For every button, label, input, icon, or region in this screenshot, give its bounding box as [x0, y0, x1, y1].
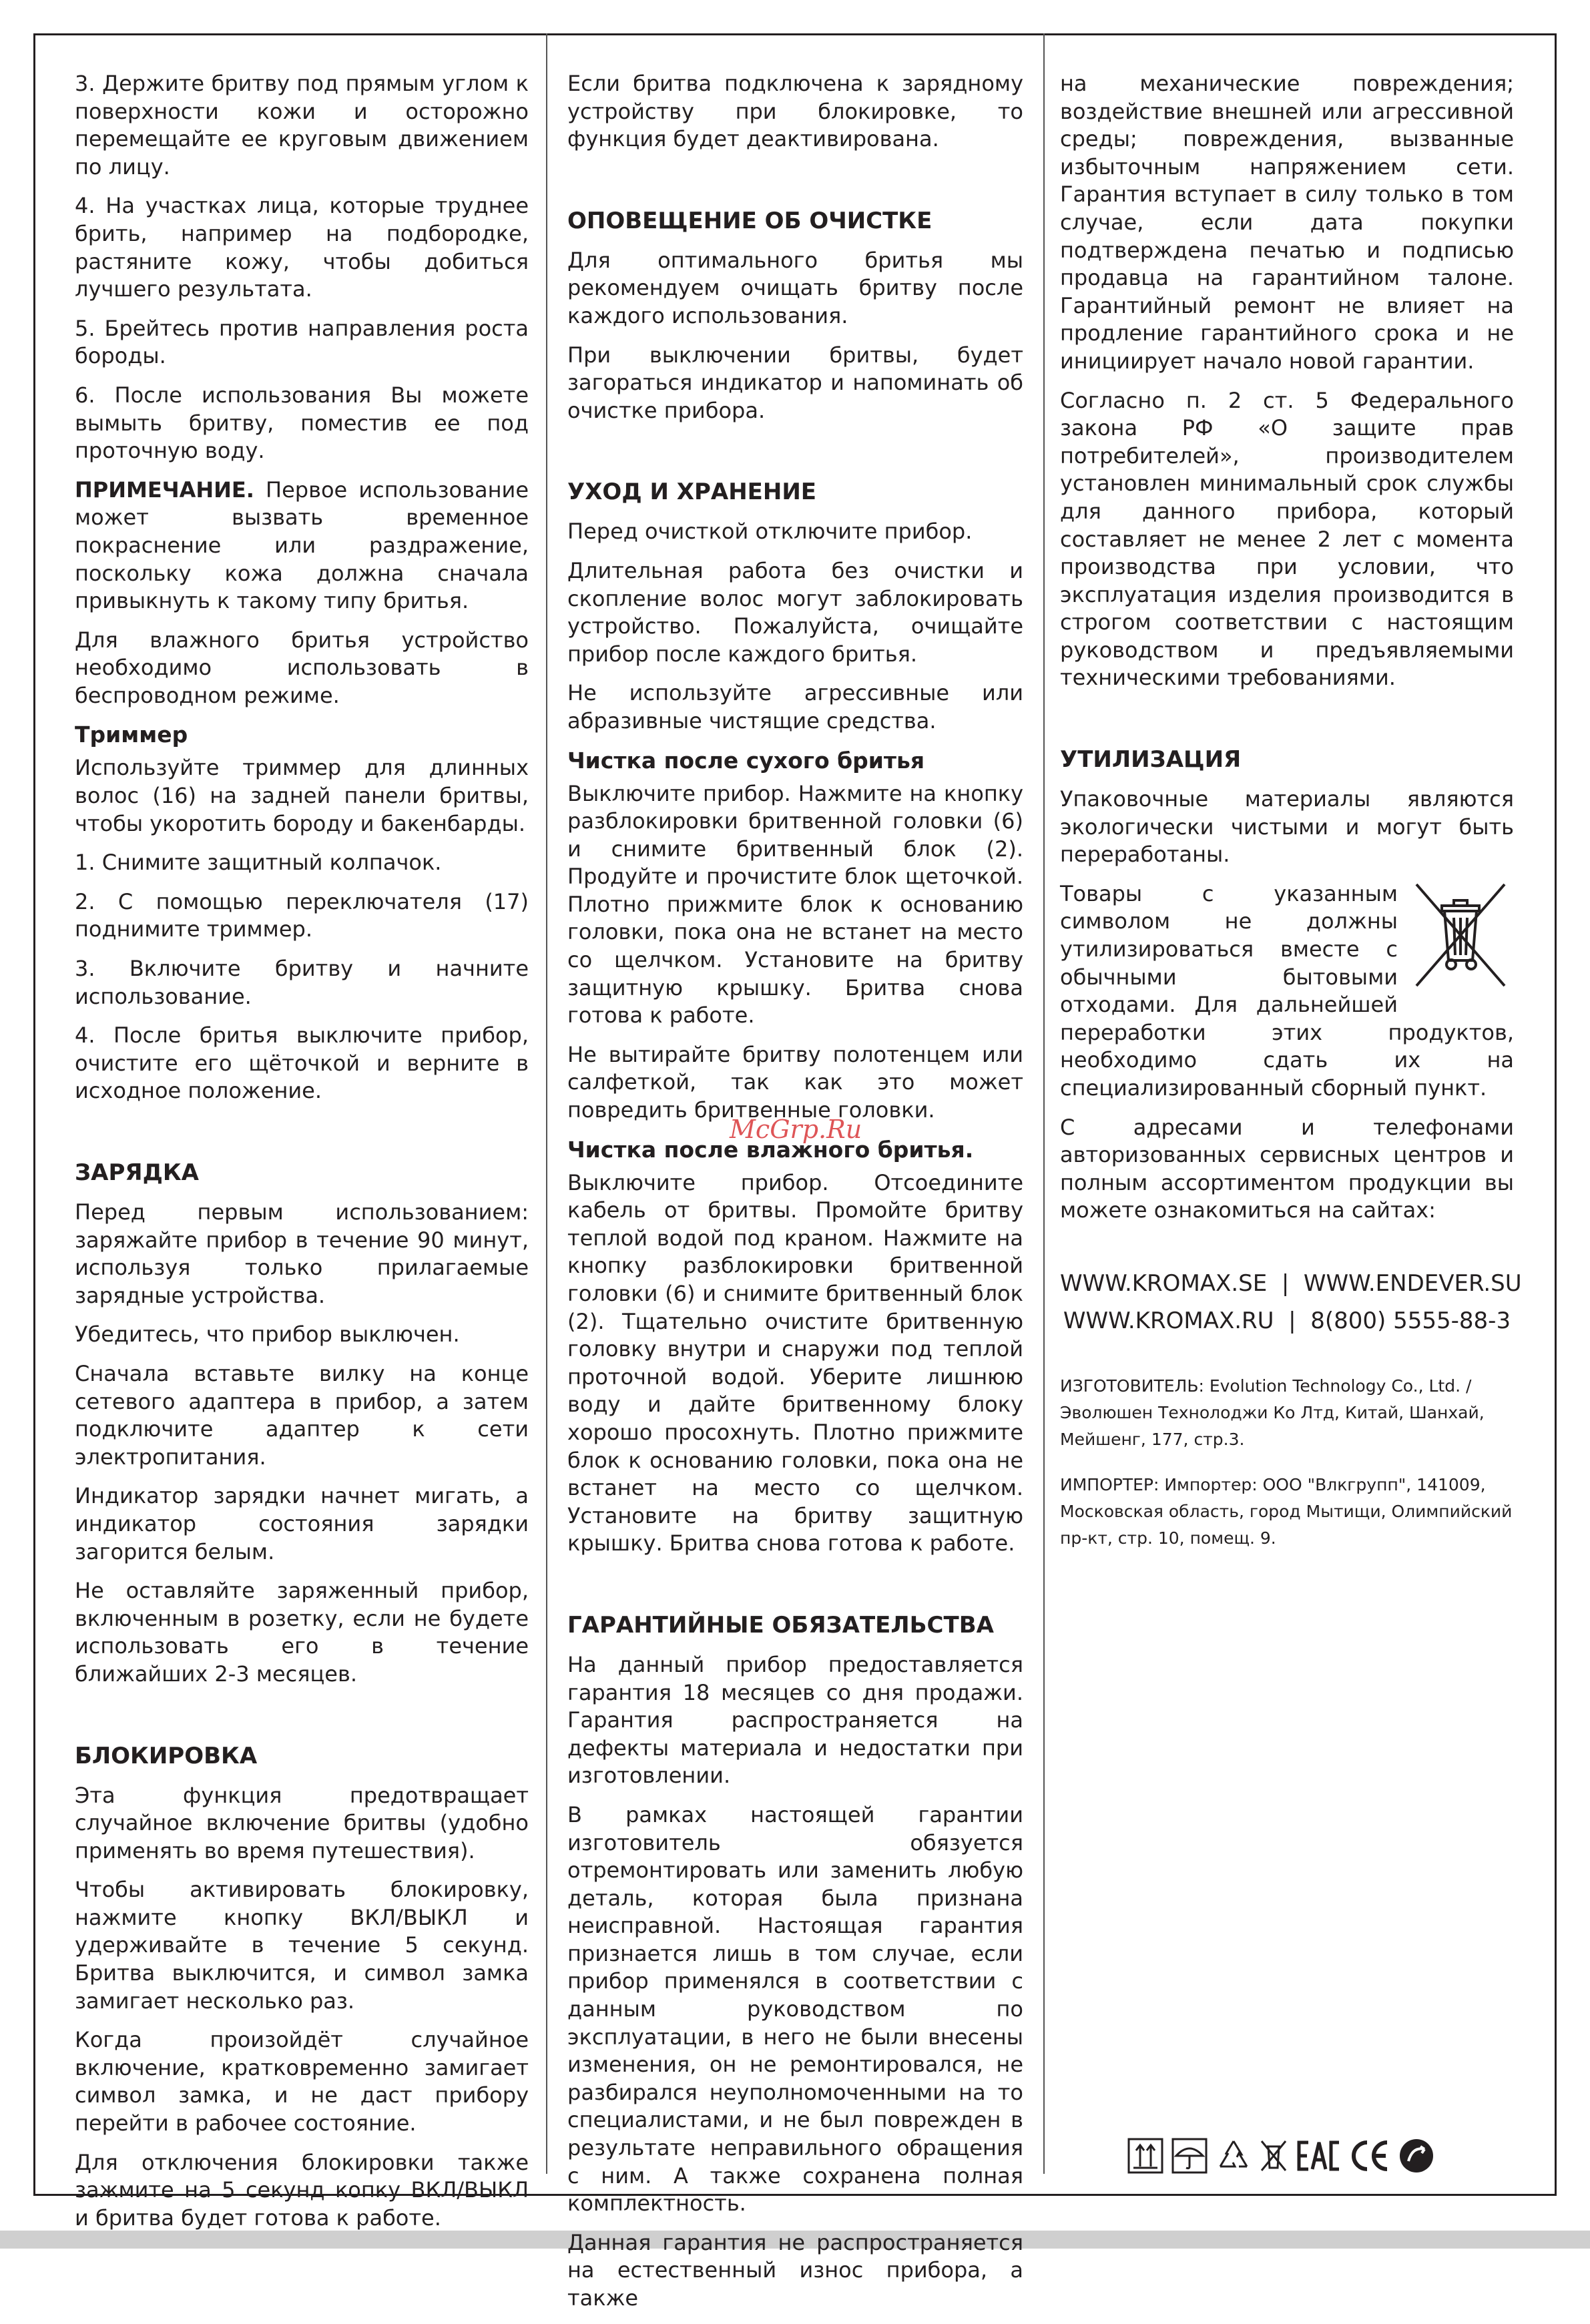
clean-alert-para: При выключении бритвы, будет загораться индикатор и напоминать об очистке прибора. — [567, 342, 1023, 423]
wet-shave-text: Для влажного бритья устройство необходимо использовать в беспроводном режиме. — [75, 627, 529, 708]
watermark: McGrp.Ru — [730, 1115, 862, 1144]
dry-clean-para: Выключите прибор. Нажмите на кнопку разблокировки бритвенной головки (6) и снимите бритвенный блок (2). Продуйте и прочистите блок щеточкой. Плотно прижмите блок к основанию головки, пока она не встанет на место со щелчком. Установите на бритву защитную крышку. Бритва снова готова к работе. — [567, 780, 1023, 1029]
importer: ИМПОРТЕР: Импортер: ООО "Влкгрупп", 141009, Московская область, город Мытищи, Олимпийский пр-кт, стр. 10, помещ. 9. — [1060, 1474, 1513, 1548]
note-text: Первое использование может вызвать временное покраснение или раздражение, поскольку кожа должна сначала привыкнуть к такому типу бритья. — [75, 477, 529, 614]
lock-continuation: Если бритва подключена к зарядному устройству при блокировке, то функция будет деактивирована. — [567, 71, 1023, 152]
keep-dry-icon — [1171, 2137, 1208, 2174]
warranty-continuation: на механические повреждения; воздействие внешней или агрессивной среды; повреждения, вызванные избыточным напряжением сети. Гарантия вступает в силу только в том случае, если дата покупки подтверждена печатью и подписью продавца на гарантийном талоне. Гарантийный ремонт не влияет на продление гарантийного срока и не инициирует начало новой гарантии. — [1060, 71, 1514, 374]
website-line[interactable]: WWW.KROMAX.RU | 8(800) 5555-88-3 — [1063, 1307, 1511, 1334]
step-3: 3. Держите бритву под прямым углом к поверхности кожи и осторожно перемещайте ее круговым движением по лицу. — [75, 71, 529, 180]
warranty-para: Данная гарантия не распространяется на естественный износ прибора, а также — [567, 2229, 1023, 2311]
charging-para: Перед первым использованием: заряжайте прибор в течение 90 минут, используя только прилагаемые зарядные устройства. — [75, 1199, 529, 1308]
column-divider — [1043, 33, 1045, 2174]
website-line[interactable]: WWW.KROMAX.SE | WWW.ENDEVER.SU — [1060, 1269, 1522, 1297]
warranty-para: На данный прибор предоставляется гарантия 18 месяцев со дня продажи. Гарантия распространяется на дефекты материала и недостатки при изготовлении. — [567, 1651, 1023, 1789]
lock-para: Эта функция предотвращает случайное включение бритвы (удобно применять во время путешествия). — [75, 1782, 529, 1863]
disposal-para: Упаковочные материалы являются экологически чистыми и могут быть переработаны. — [1060, 786, 1514, 868]
care-heading: УХОД И ХРАНЕНИЕ — [567, 479, 817, 506]
law-text: Согласно п. 2 ст. 5 Федерального закона РФ «О защите прав потребителей», производителем установлен минимальный срок службы для данного прибора, который составляет не менее 2 лет с момента производства при условии, что эксплуатация изделия производится в строгом соответствии с настоящим руководством и предъявляемыми техническими требованиями. — [1060, 387, 1514, 691]
trimmer-step: 4. После бритья выключите прибор, очистите его щёточкой и верните в исходное положение. — [75, 1023, 529, 1104]
dry-clean-para: Не вытирайте бритву полотенцем или салфеткой, так как это может повредить бритвенные головки. — [567, 1041, 1023, 1123]
green-dot-icon — [1398, 2137, 1435, 2174]
ce-mark — [1348, 2137, 1391, 2174]
this-side-up-icon — [1127, 2137, 1164, 2174]
charging-para: Не оставляйте заряженный прибор, включенным в розетку, если не будете использовать его в течение ближайших 2-3 месяцев. — [75, 1578, 529, 1687]
manufacturer: ИЗГОТОВИТЕЛЬ: Evolution Technology Co., Ltd. / Эволюшен Технолоджи Ко Лтд, Китай, Шанхай, Мейшенг, 177, стр.3. — [1060, 1376, 1485, 1449]
lock-para: Когда произойдёт случайное включение, кратковременно замигает символ замка, и не даст прибору перейти в рабочее состояние. — [75, 2027, 529, 2136]
recycle-icon — [1215, 2137, 1252, 2174]
trimmer-intro: Используйте триммер для длинных волос (16) на задней панели бритвы, чтобы укоротить бороду и бакенбарды. — [75, 755, 529, 836]
trimmer-heading: Триммер — [75, 721, 188, 748]
clean-alert-para: Для оптимального бритья мы рекомендуем очищать бритву после каждого использования. — [567, 247, 1023, 328]
step-4: 4. На участках лица, которые труднее брить, например на подбородке, растяните кожу, чтобы добиться лучшего результата. — [75, 193, 529, 302]
care-para: Не используйте агрессивные или абразивные чистящие средства. — [567, 680, 1023, 734]
wet-clean-heading: Чистка после влажного бритья. — [567, 1136, 974, 1163]
charging-heading: ЗАРЯДКА — [75, 1159, 199, 1186]
trimmer-step: 3. Включите бритву и начните использование. — [75, 956, 529, 1009]
lock-heading: БЛОКИРОВКА — [75, 1742, 258, 1769]
care-para: Перед очисткой отключите прибор. — [567, 519, 973, 545]
note — [75, 477, 529, 615]
column-3 — [1060, 70, 1522, 1570]
trimmer-step: 2. С помощью переключателя (17) поднимите триммер. — [75, 888, 529, 942]
eac-mark — [1295, 2137, 1342, 2174]
column-1 — [75, 70, 529, 2243]
wet-clean-para: Выключите прибор. Отсоедините кабель от бритвы. Промойте бритву теплой водой под краном. Нажмите на кнопку разблокировки бритвенной головки (6) и снимите бритвенный блок (2). Тщательно очистите бритвенную головку внутри и снаружи под теплой проточной водой. Уберите лишнюю воду и дайте бритвенному блоку хорошо просохнуть. Плотно прижмите блок к основанию головки, пока она не встанет на место со щелчком. Установите на бритву защитную крышку. Бритва снова готова к работе. — [567, 1169, 1023, 1556]
disposal-heading: УТИЛИЗАЦИЯ — [1060, 746, 1242, 774]
trimmer-step: 1. Снимите защитный колпачок. — [75, 850, 442, 876]
care-para: Длительная работа без очистки и скопление волос могут заблокировать устройство. Пожалуйста, очищайте прибор после каждого бритья. — [567, 557, 1023, 667]
warranty-para: В рамках настоящей гарантии изготовитель обязуется отремонтировать или заменить любую деталь, которая была признана неисправной. Настоящая гарантия признается лишь в том случае, если прибор применялся в соответствии с данным руководством по эксплуатации, в него не были внесены изменения, он не ремонтировался, не разбирался неуполномоченными на то специалистами, и не был поврежден в результате неправильного обращения с ним. А также сохранена полная комплектность. — [567, 1801, 1023, 2217]
lock-para: Для отключения блокировки также зажмите на 5 секунд копку ВКЛ/ВЫКЛ и бритва будет готова к работе. — [75, 2149, 529, 2231]
weee-small-icon — [1259, 2137, 1288, 2174]
step-6: 6. После использования Вы можете вымыть бритву, поместив ее под проточную воду. — [75, 382, 529, 464]
clean-alert-heading: ОПОВЕЩЕНИЕ ОБ ОЧИСТКЕ — [567, 207, 933, 234]
disposal-para: Товары с указанным символом не должны утилизироваться вместе с обычными бытовыми отходами. Для дальнейшей переработки этих продуктов, необходимо сдать их на специализированный сборный пункт. — [1060, 880, 1514, 1101]
warranty-heading: ГАРАНТИЙНЫЕ ОБЯЗАТЕЛЬСТВА — [567, 1611, 994, 1639]
charging-para: Индикатор зарядки начнет мигать, а индикатор состояния зарядки загорится белым. — [75, 1483, 529, 1564]
column-divider — [546, 33, 547, 2174]
note-label: ПРИМЕЧАНИЕ. — [75, 477, 254, 503]
step-5: 5. Брейтесь против направления роста бороды. — [75, 315, 529, 369]
disposal-para: С адресами и телефонами авторизованных сервисных центров и полным ассортиментом продукции вы можете ознакомиться на сайтах: — [1060, 1114, 1514, 1223]
column-2 — [567, 70, 1023, 2324]
certification-icons — [1127, 2136, 1435, 2176]
charging-para: Убедитесь, что прибор выключен. — [75, 1322, 460, 1348]
weee-crossed-bin-icon — [1407, 880, 1514, 994]
lock-para: Чтобы активировать блокировку, нажмите кнопку ВКЛ/ВЫКЛ и удерживайте в течение 5 секунд. Бритва выключится, и символ замка замигает несколько раз. — [75, 1877, 529, 2014]
dry-clean-heading: Чистка после сухого бритья — [567, 747, 925, 774]
websites — [1060, 1265, 1522, 1340]
charging-para: Сначала вставьте вилку на конце сетевого адаптера в прибор, а затем подключите адаптер к сети электропитания. — [75, 1360, 529, 1470]
